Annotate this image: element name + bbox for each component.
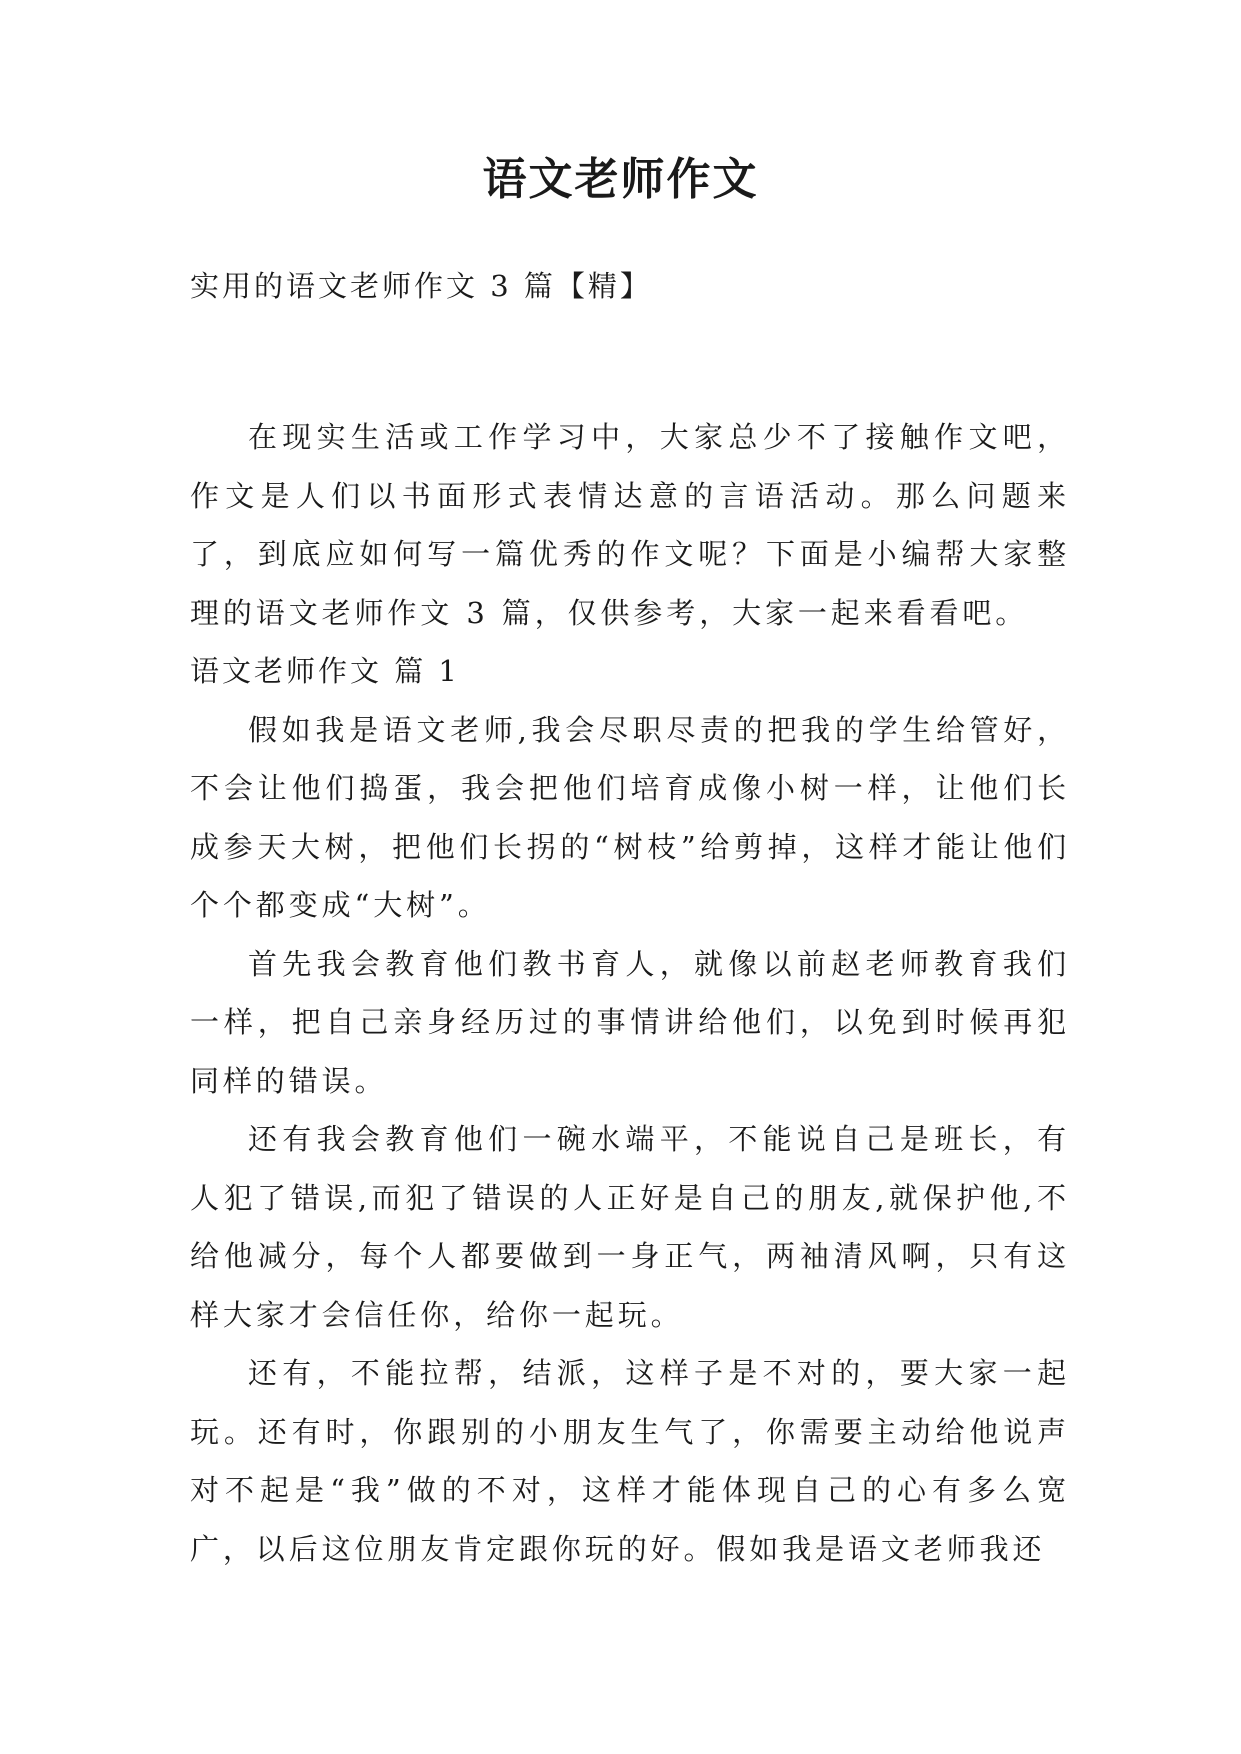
document-title: 语文老师作文 — [482, 154, 759, 205]
body-paragraph: 还有，不能拉帮，结派，这样子是不对的，要大家一起玩。还有时，你跟别的小朋友生气了，你需要主动给他说声对不起是“我”做的不对，这样才能体现自己的心有多么宽广，以后这位朋友肯定跟你玩的好。假如我是语文老师我还 — [190, 1356, 1070, 1566]
document-subtitle: 实用的语文老师作文 3 篇【精】 — [190, 269, 652, 303]
document-body — [190, 408, 1070, 1578]
body-paragraph: 还有我会教育他们一碗水端平，不能说自己是班长，有人犯了错误,而犯了错误的人正好是自己的朋友,就保护他,不给他减分，每个人都要做到一身正气，两袖清风啊，只有这样大家才会信任你，给你一起玩。 — [190, 1122, 1070, 1332]
intro-paragraph: 在现实生活或工作学习中，大家总少不了接触作文吧，作文是人们以书面形式表情达意的言语活动。那么问题来了，到底应如何写一篇优秀的作文呢？下面是小编帮大家整理的语文老师作文 3 篇，仅供参考，大家一起来看看吧。 — [190, 420, 1070, 630]
body-paragraph: 假如我是语文老师,我会尽职尽责的把我的学生给管好，不会让他们捣蛋，我会把他们培育成像小树一样，让他们长成参天大树，把他们长拐的“树枝”给剪掉，这样才能让他们个个都变成“大树”。 — [190, 712, 1070, 922]
section-heading: 语文老师作文 篇 1 — [190, 654, 460, 688]
body-paragraph: 首先我会教育他们教书育人，就像以前赵老师教育我们一样，把自己亲身经历过的事情讲给他们，以免到时候再犯同样的错误。 — [190, 946, 1070, 1098]
